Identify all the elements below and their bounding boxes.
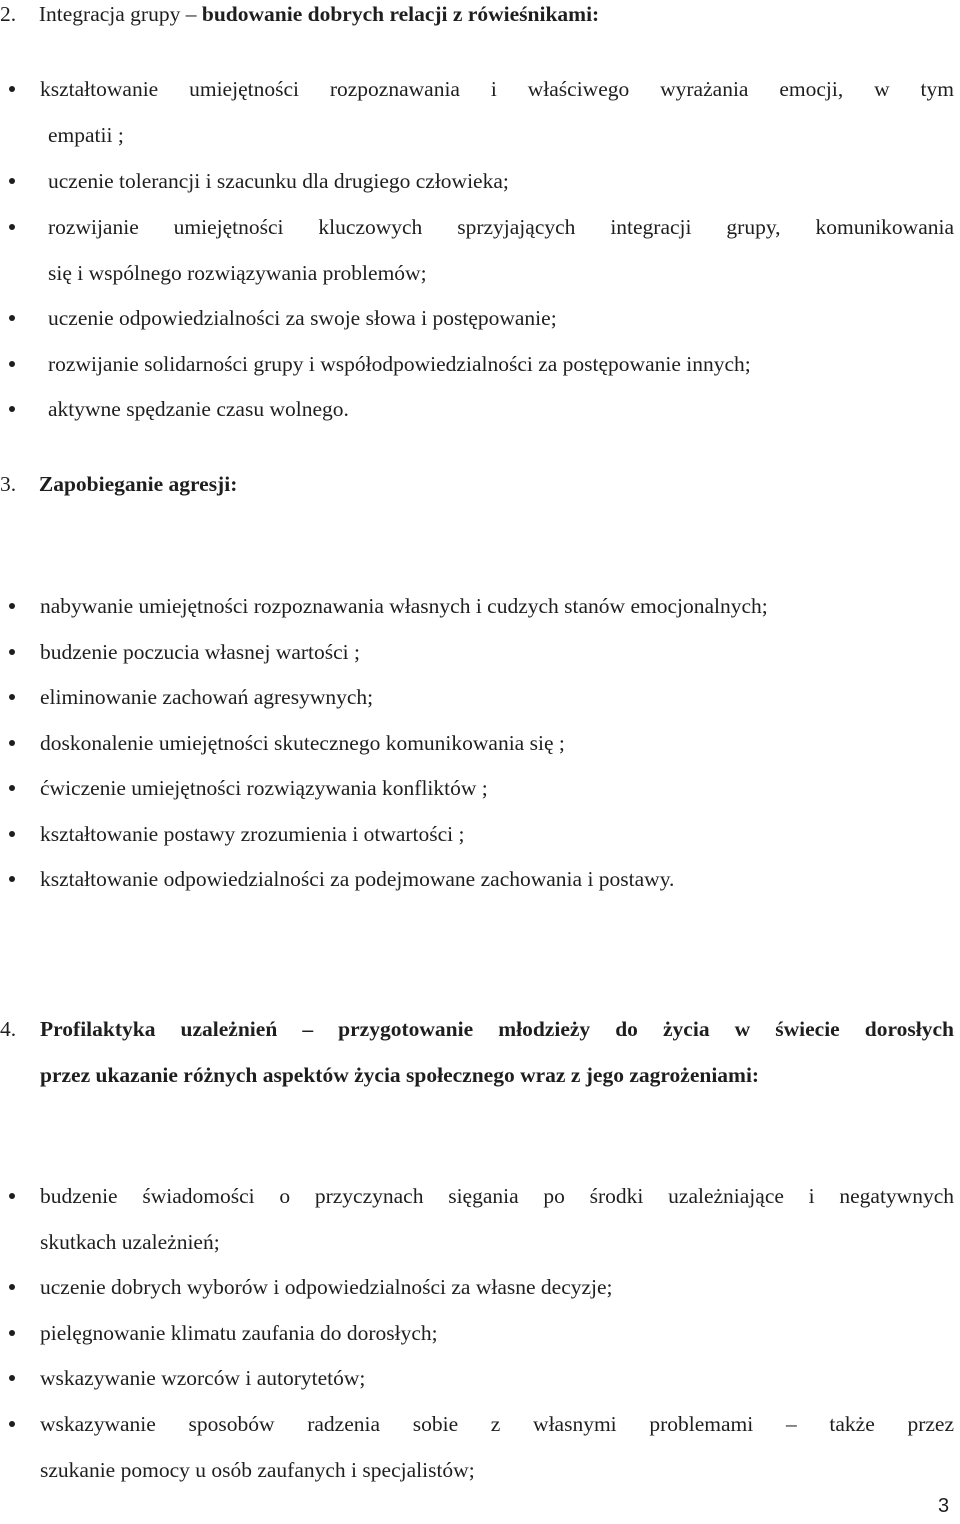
list-item-line: doskonalenie umiejętności skutecznego komunikowania się ; (40, 731, 565, 755)
list-item-line: uczenie tolerancji i szacunku dla drugiego człowieka; (48, 169, 509, 193)
list-item-line: wskazywanie wzorców i autorytetów; (40, 1366, 366, 1390)
list-item-line: pielęgnowanie klimatu zaufania do dorosłych; (40, 1321, 438, 1345)
bullet-icon (9, 831, 15, 837)
list-item-line: eliminowanie zachowań agresywnych; (40, 685, 374, 709)
list-item-line: rozwijanie umiejętności kluczowych sprzyjających integracji grupy, komunikowania (48, 215, 954, 239)
page-number: 3 (938, 1495, 950, 1517)
list-item-line: wskazywanie sposobów radzenia sobie z własnymi problemami – także przez (40, 1412, 954, 1436)
bullet-icon (9, 178, 15, 184)
list-item-line: kształtowanie odpowiedzialności za podejmowane zachowania i postawy. (40, 867, 675, 891)
bullet-icon (9, 1330, 15, 1336)
list-item-line: kształtowanie umiejętności rozpoznawania i właściwego wyrażania emocji, w tym (40, 77, 954, 101)
list-item-line: nabywanie umiejętności rozpoznawania własnych i cudzych stanów emocjonalnych; (40, 594, 768, 618)
list-item-line: się i wspólnego rozwiązywania problemów; (48, 261, 427, 285)
bullet-icon (9, 1375, 15, 1381)
bullet-icon (9, 406, 15, 412)
bullet-icon (9, 876, 15, 882)
list-item-line: skutkach uzależnień; (40, 1230, 220, 1254)
section-3-heading (0, 470, 237, 498)
section-title-bold: budowanie dobrych relacji z rówieśnikami: (201, 2, 600, 26)
bullet-icon (9, 86, 15, 92)
list-item-line: uczenie dobrych wyborów i odpowiedzialności za własne decyzje; (40, 1275, 613, 1299)
bullet-icon (9, 694, 15, 700)
section-number: 2. (0, 2, 17, 26)
section-title-bold: Profilaktyka uzależnień – przygotowanie młodzieży do życia w świecie dorosłych (40, 1017, 954, 1041)
list-item-line: rozwijanie solidarności grupy i współodpowiedzialności za postępowanie innych; (48, 352, 751, 376)
bullet-icon (9, 361, 15, 367)
section-title-bold: przez ukazanie różnych aspektów życia społecznego wraz z jego zagrożeniami: (40, 1063, 760, 1087)
bullet-icon (9, 785, 15, 791)
list-item-line: ćwiczenie umiejętności rozwiązywania konfliktów ; (40, 776, 488, 800)
section-2-heading (0, 0, 599, 28)
bullet-icon (9, 224, 15, 230)
section-number: 3. (0, 472, 17, 496)
list-item-line: budzenie świadomości o przyczynach sięgania po środki uzależniające i negatywnych (40, 1184, 954, 1208)
bullet-icon (9, 1421, 15, 1427)
list-item-line: budzenie poczucia własnej wartości ; (40, 640, 360, 664)
bullet-icon (9, 740, 15, 746)
section-title-plain: Integracja grupy – (38, 2, 202, 26)
bullet-icon (9, 649, 15, 655)
section-4-number: 4. (0, 1017, 17, 1041)
list-item-line: szukanie pomocy u osób zaufanych i specjalistów; (40, 1458, 475, 1482)
bullet-icon (9, 1193, 15, 1199)
bullet-icon (9, 1284, 15, 1290)
list-item-line: kształtowanie postawy zrozumienia i otwartości ; (40, 822, 465, 846)
list-item-line: aktywne spędzanie czasu wolnego. (48, 397, 349, 421)
list-item-line: empatii ; (48, 123, 124, 147)
section-title-bold: Zapobieganie agresji: (38, 472, 238, 496)
list-item-line: uczenie odpowiedzialności za swoje słowa i postępowanie; (48, 306, 557, 330)
bullet-icon (9, 315, 15, 321)
bullet-icon (9, 603, 15, 609)
